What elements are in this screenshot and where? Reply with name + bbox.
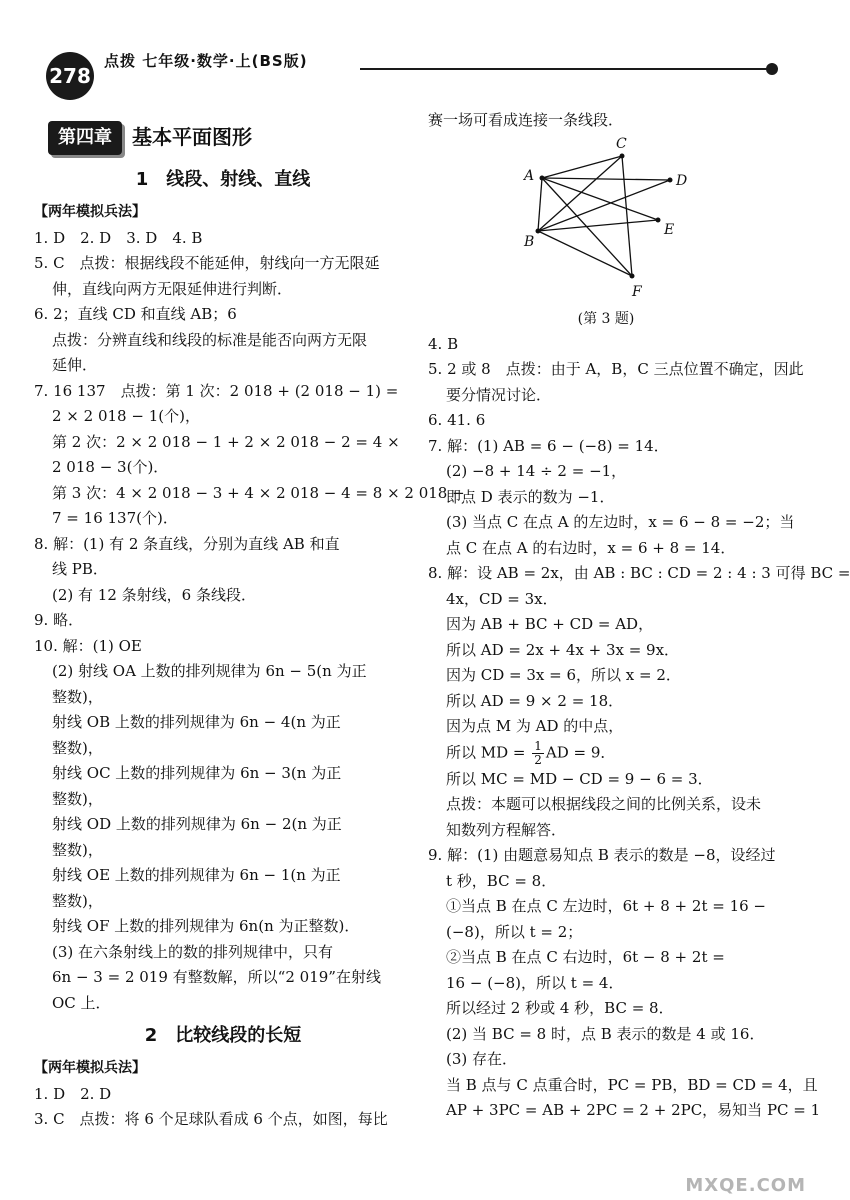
segment-cf — [622, 156, 632, 276]
chapter-heading — [48, 116, 412, 160]
answer-line: 所以 MC = MD − CD = 9 − 6 = 3． — [446, 769, 713, 788]
point-e — [656, 217, 661, 222]
page-header — [0, 0, 812, 100]
answer-line: 6. 41. 6 — [428, 411, 486, 429]
answer-line: 即点 D 表示的数为 −1． — [446, 487, 615, 506]
answer-line: 伸，直线向两方无限延伸进行判断． — [52, 279, 293, 298]
segment-ab — [538, 178, 542, 231]
chapter-badge: 第四章 — [48, 121, 122, 155]
label-d: D — [676, 172, 688, 189]
answer-line: AP + 3PC = AB + 2PC = 2 + 2PC，易知当 PC = 1 — [446, 1101, 821, 1119]
answer-line: 整数)， — [52, 840, 103, 859]
section-tag-1: 【两年模拟兵法】 — [34, 204, 146, 220]
chapter-title: 基本平面图形 — [132, 125, 252, 150]
answer-line: 1. D 2. D 3. D 4. B — [34, 228, 203, 247]
label-a: A — [524, 167, 535, 184]
answer-line: 点拨：分辨直线和线段的标准是能否向两方无限 — [52, 330, 368, 349]
answer-line: (3) 存在． — [446, 1050, 518, 1068]
answer-line: (2) 当 BC = 8 时，点 B 表示的数是 4 或 16． — [446, 1024, 765, 1043]
answer-line: 8. 解：设 AB = 2x，由 AB : BC : CD = 2 : 4 : 3 可得 BC = — [428, 564, 850, 582]
header-title: 点拨 七年级·数学·上(BS版) — [104, 52, 308, 70]
section-title-2: 2 比较线段的长短 — [144, 1025, 302, 1046]
segment-bd — [538, 180, 670, 231]
answer-line: 线 PB． — [52, 560, 108, 578]
answer-line: (2) −8 + 14 ÷ 2 = −1， — [446, 462, 627, 480]
figure-q3 — [428, 136, 784, 306]
label-f: F — [632, 283, 642, 300]
answer-line: 要分情况讨论． — [446, 385, 552, 404]
answer-line: 4. B — [428, 334, 459, 353]
right-column — [428, 108, 850, 1124]
section-tag-2: 【两年模拟兵法】 — [34, 1060, 146, 1076]
label-c: C — [616, 135, 627, 152]
md-equation — [428, 740, 784, 767]
md-prefix: 所以 MD = — [446, 743, 531, 761]
answer-line: 当 B 点与 C 点重合时，PC = PB，BD = CD = 4，且 — [446, 1075, 818, 1094]
answer-line: t 秒，BC = 8． — [446, 871, 557, 890]
answer-line: 赛一场可看成连接一条线段． — [428, 111, 624, 129]
fraction-numerator: 1 — [534, 738, 542, 753]
answer-line: 射线 OB 上数的排列规律为 6n − 4(n 为正 — [52, 713, 341, 731]
header-dot — [766, 63, 778, 75]
answer-line: 1. D 2. D — [34, 1084, 112, 1103]
answer-line: 7. 16 137 点拨：第 1 次：2 018 + (2 018 − 1) = — [34, 381, 399, 400]
answer-line: 7 = 16 137(个)． — [52, 509, 178, 527]
answer-line: 射线 OE 上数的排列规律为 6n − 1(n 为正 — [52, 866, 341, 884]
answer-line: 10. 解：(1) OE — [34, 636, 142, 655]
segment-be — [538, 220, 658, 231]
answer-line: OC 上． — [52, 993, 111, 1012]
answer-line: (3) 当点 C 在点 A 的左边时，x = 6 − 8 = −2；当 — [446, 513, 795, 531]
answer-line: 8. 解：(1) 有 2 条直线，分别为直线 AB 和直 — [34, 534, 340, 553]
answer-line: 第 2 次：2 × 2 018 − 1 + 2 × 2 018 − 2 = 4 × — [52, 432, 400, 451]
answer-line: (−8)，所以 t = 2； — [446, 922, 583, 941]
answer-line: ②当点 B 在点 C 右边时，6t − 8 + 2t = — [446, 948, 725, 966]
answer-line: 5. 2 或 8 点拨：由于 A，B，C 三点位置不确定，因此 — [428, 360, 804, 378]
answers-right-a — [428, 332, 850, 740]
answer-line: 9. 略． — [34, 611, 84, 629]
answer-line: 所以经过 2 秒或 4 秒，BC = 8． — [446, 999, 674, 1017]
football-teams-diagram — [518, 136, 698, 306]
answer-line: 知数列方程解答． — [446, 820, 567, 839]
answer-line: 整数)， — [52, 687, 103, 706]
answers-section-2 — [34, 1082, 412, 1133]
md-suffix: AD = 9． — [545, 743, 616, 761]
point-d — [668, 177, 673, 182]
answer-line: 整数)， — [52, 738, 103, 757]
point-a — [540, 175, 545, 180]
answer-line: 整数)， — [52, 891, 103, 910]
point-b — [536, 228, 541, 233]
answer-line: 2 × 2 018 − 1(个)， — [52, 407, 200, 425]
answer-line: (2) 有 12 条射线，6 条线段． — [52, 585, 256, 604]
answer-line: 因为 AB + BC + CD = AD， — [446, 615, 654, 633]
answer-line: 整数)， — [52, 789, 103, 808]
answer-line: 3. C 点拨：将 6 个足球队看成 6 个点，如图，每比 — [34, 1110, 388, 1128]
answer-line: 第 3 次：4 × 2 018 − 3 + 4 × 2 018 − 4 = 8 × 2 018 − — [52, 483, 465, 502]
answer-line: 2 018 − 3(个)． — [52, 458, 169, 476]
answer-line: 射线 OC 上数的排列规律为 6n − 3(n 为正 — [52, 764, 342, 782]
answer-line: 所以 AD = 2x + 4x + 3x = 9x． — [446, 640, 680, 659]
section-title-1: 1 线段、射线、直线 — [135, 169, 311, 190]
point-c — [620, 153, 625, 158]
answer-line: (2) 射线 OA 上数的排列规律为 6n − 5(n 为正 — [52, 662, 367, 680]
answer-line: 7. 解：(1) AB = 6 − (−8) = 14． — [428, 436, 669, 455]
answer-line: 射线 OF 上数的排列规律为 6n(n 为正整数)． — [52, 917, 360, 935]
answer-line: (3) 在六条射线上的数的排列规律中，只有 — [52, 942, 334, 961]
fraction-denominator: 2 — [534, 752, 542, 767]
answer-line: 因为 CD = 3x = 6，所以 x = 2． — [446, 666, 681, 684]
answers-right-b — [428, 767, 821, 1124]
answer-line: 点 C 在点 A 的右边时，x = 6 + 8 = 14． — [446, 538, 736, 557]
answer-line: 5. C 点拨：根据线段不能延伸，射线向一方无限延 — [34, 254, 380, 272]
label-b: B — [524, 233, 535, 250]
segment-ae — [542, 178, 658, 220]
answer-line: 9. 解：(1) 由题意易知点 B 表示的数是 −8，设经过 — [428, 846, 776, 864]
answer-line: 6. 2；直线 CD 和直线 AB；6 — [34, 305, 237, 323]
header-rule — [360, 68, 770, 70]
point-f — [630, 273, 635, 278]
answer-line: 点拨：本题可以根据线段之间的比例关系，设未 — [446, 795, 762, 813]
page-number: 278 — [46, 52, 94, 100]
watermark-text: MXQE.COM — [685, 1175, 806, 1196]
answer-line: 延伸． — [52, 356, 98, 374]
answer-line: 射线 OD 上数的排列规律为 6n − 2(n 为正 — [52, 815, 342, 833]
fraction-one-half — [532, 740, 544, 767]
label-e: E — [664, 221, 675, 238]
answer-line: ①当点 B 在点 C 左边时，6t + 8 + 2t = 16 − — [446, 897, 766, 915]
figure-caption: (第 3 题) — [577, 310, 635, 327]
segment-ad — [542, 178, 670, 180]
segment-bf — [538, 231, 632, 276]
answer-line: 因为点 M 为 AD 的中点， — [446, 717, 624, 735]
answer-line: 16 − (−8)，所以 t = 4． — [446, 973, 624, 992]
answer-line: 6n − 3 = 2 019 有整数解，所以“2 019”在射线 — [52, 968, 381, 986]
answer-line: 所以 AD = 9 × 2 = 18． — [446, 691, 624, 710]
answer-line: 4x，CD = 3x． — [446, 589, 558, 608]
